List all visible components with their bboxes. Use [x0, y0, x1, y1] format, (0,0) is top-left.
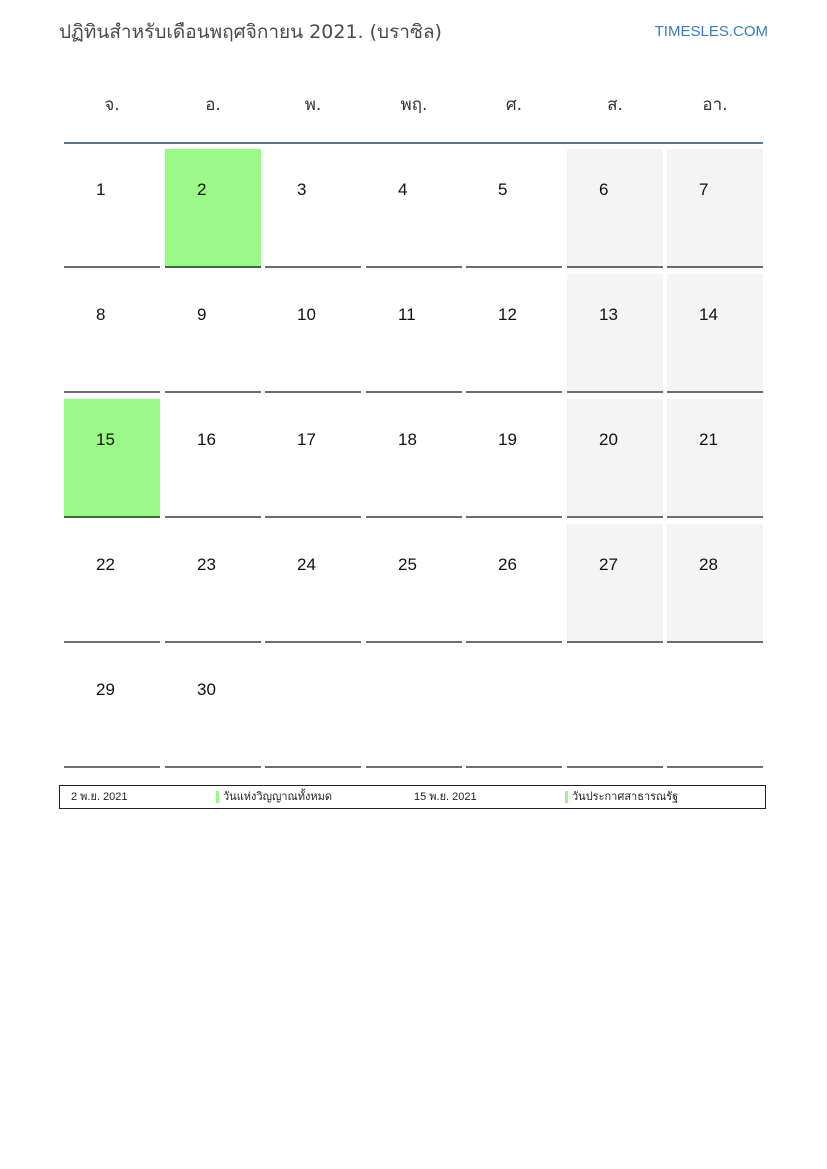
brand-link[interactable]: TIMESLES.COM — [654, 23, 768, 40]
weekday-sun: อา. — [702, 95, 728, 115]
day-number: 3 — [297, 180, 307, 199]
day-cell[interactable] — [64, 399, 160, 518]
day-cell[interactable] — [366, 399, 462, 518]
day-cell[interactable] — [165, 524, 261, 643]
day-number: 2 — [197, 180, 207, 199]
day-number: 29 — [96, 680, 115, 699]
day-number: 8 — [96, 305, 106, 324]
day-number: 26 — [498, 555, 517, 574]
day-cell[interactable] — [466, 399, 562, 518]
legend-date: 2 พ.ย. 2021 — [71, 791, 128, 803]
day-number: 14 — [699, 305, 718, 324]
weekday-mon: จ. — [104, 95, 120, 115]
day-cell[interactable] — [165, 149, 261, 268]
day-cell[interactable] — [64, 274, 160, 393]
legend-holiday-name — [565, 790, 678, 804]
day-cell[interactable] — [366, 149, 462, 268]
day-cell[interactable] — [466, 524, 562, 643]
day-cell[interactable] — [466, 274, 562, 393]
day-number: 4 — [398, 180, 408, 199]
weekday-sat: ส. — [607, 95, 623, 115]
day-cell[interactable] — [667, 524, 763, 643]
day-cell[interactable] — [567, 149, 663, 268]
day-number: 16 — [197, 430, 216, 449]
weekday-tue: อ. — [205, 95, 221, 115]
day-number: 23 — [197, 555, 216, 574]
day-number: 19 — [498, 430, 517, 449]
header-divider — [64, 142, 763, 144]
weekday-fri: ศ. — [505, 95, 523, 115]
empty-day-cell — [466, 649, 562, 768]
day-number: 11 — [398, 305, 416, 324]
weekday-header — [64, 88, 764, 122]
day-cell[interactable] — [567, 524, 663, 643]
day-number: 25 — [398, 555, 417, 574]
calendar-grid — [64, 149, 764, 774]
day-cell[interactable] — [366, 524, 462, 643]
day-number: 21 — [699, 430, 718, 449]
day-cell[interactable] — [567, 399, 663, 518]
day-number: 20 — [599, 430, 618, 449]
day-cell[interactable] — [265, 274, 361, 393]
empty-day-cell — [667, 649, 763, 768]
legend-holiday-name — [216, 790, 332, 804]
day-number: 27 — [599, 555, 618, 574]
day-cell[interactable] — [466, 149, 562, 268]
day-cell[interactable] — [567, 274, 663, 393]
day-number: 24 — [297, 555, 316, 574]
day-number: 12 — [498, 305, 517, 324]
weekday-thu: พฤ. — [400, 95, 428, 115]
legend-color-marker — [565, 791, 568, 803]
day-number: 22 — [96, 555, 115, 574]
legend-holiday-label: วันแห่งวิญญาณทั้งหมด — [223, 791, 332, 803]
day-number: 18 — [398, 430, 417, 449]
day-cell[interactable] — [64, 149, 160, 268]
empty-day-cell — [265, 649, 361, 768]
weekday-wed: พ. — [304, 95, 322, 115]
day-number: 15 — [96, 430, 115, 449]
day-number: 7 — [699, 180, 709, 199]
day-cell[interactable] — [667, 274, 763, 393]
legend-color-marker — [216, 791, 219, 803]
holiday-legend — [59, 785, 766, 809]
day-number: 10 — [297, 305, 316, 324]
empty-day-cell — [567, 649, 663, 768]
day-cell[interactable] — [366, 274, 462, 393]
day-cell[interactable] — [165, 399, 261, 518]
legend-date: 15 พ.ย. 2021 — [414, 791, 477, 803]
day-number: 9 — [197, 305, 207, 324]
day-number: 17 — [297, 430, 316, 449]
day-number: 5 — [498, 180, 508, 199]
day-number: 6 — [599, 180, 609, 199]
legend-holiday-label: วันประกาศสาธารณรัฐ — [572, 791, 679, 803]
day-number: 30 — [197, 680, 216, 699]
day-cell[interactable] — [667, 399, 763, 518]
day-cell[interactable] — [165, 274, 261, 393]
empty-day-cell — [366, 649, 462, 768]
day-cell[interactable] — [667, 149, 763, 268]
page-title: ปฏิทินสำหรับเดือนพฤศจิกายน 2021. (บราซิล) — [59, 21, 442, 43]
day-number: 28 — [699, 555, 718, 574]
day-cell[interactable] — [265, 524, 361, 643]
day-number: 1 — [96, 180, 106, 199]
day-cell[interactable] — [265, 149, 361, 268]
day-cell[interactable] — [165, 649, 261, 768]
day-cell[interactable] — [265, 399, 361, 518]
day-cell[interactable] — [64, 524, 160, 643]
day-cell[interactable] — [64, 649, 160, 768]
day-number: 13 — [599, 305, 618, 324]
